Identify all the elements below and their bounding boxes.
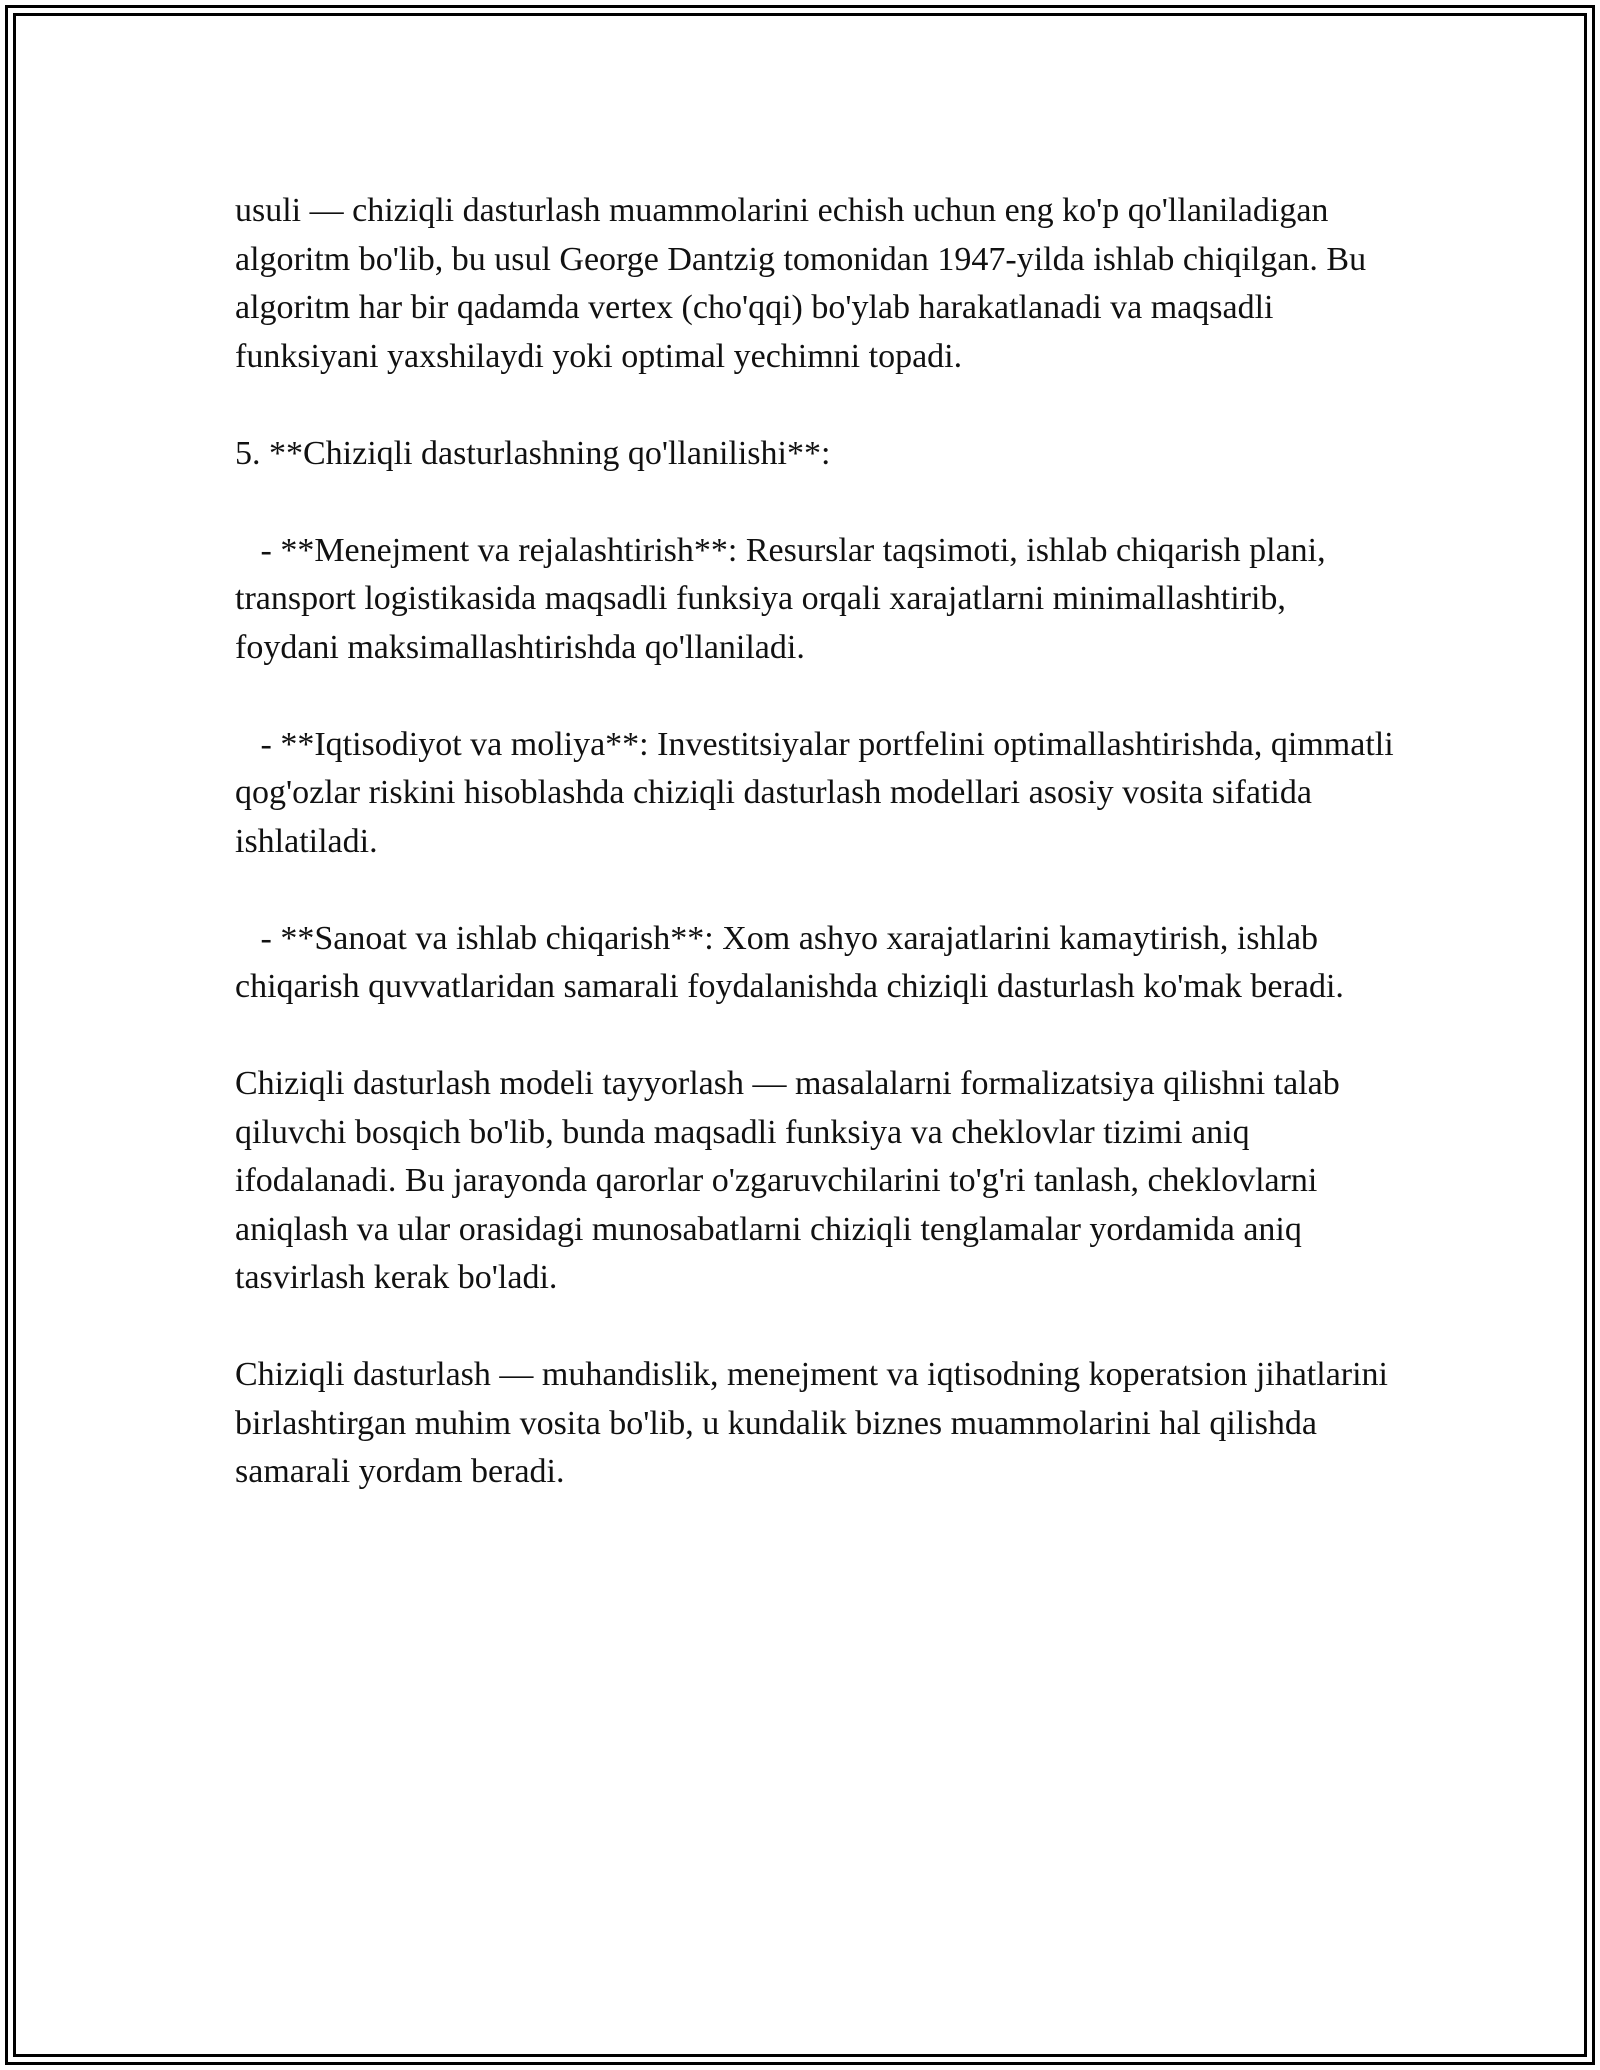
section-heading-applications: 5. **Chiziqli dasturlashning qo'llanilishi**: (235, 434, 831, 472)
list-item-industry: - **Sanoat va ishlab chiqarish**: Xom ashyo xarajatlarini kamaytirish, ishlab chiqarish quvvatlaridan samarali foydalanishda chiziqli dasturlash ko'mak beradi. (235, 919, 1344, 1005)
document-body (235, 187, 1403, 1497)
paragraph-simplex-method: usuli — chiziqli dasturlash muammolarini echish uchun eng ko'p qo'llaniladigan algoritm bo'lib, bu usul George Dantzig tomonidan 1947-yilda ishlab chiqilgan. Bu algoritm har bir qadamda vertex (cho'qqi) bo'ylab harakatlanadi va maqsadli funksiyani yaxshilaydi yoki optimal yechimni topadi. (235, 192, 1375, 375)
list-item-economics: - **Iqtisodiyot va moliya**: Investitsiyalar portfelini optimallashtirishda, qimmatli qog'ozlar riskini hisoblashda chiziqli dasturlash modellari asosiy vosita sifatida ishlatiladi. (235, 725, 1403, 860)
paragraph-conclusion: Chiziqli dasturlash — muhandislik, menejment va iqtisodning koperatsion jihatlarini birlashtirgan muhim vosita bo'lib, u kundalik biznes muammolarini hal qilishda samarali yordam beradi. (235, 1356, 1397, 1490)
paragraph-model-preparation: Chiziqli dasturlash modeli tayyorlash — masalalarni formalizatsiya qilishni talab qiluvchi bosqich bo'lib, bunda maqsadli funksiya va cheklovlar tizimi aniq ifodalanadi. Bu jarayonda qarorlar o'zgaruvchilarini to'g'ri tanlash, cheklovlarni aniqlash va ular orasidagi munosabatlarni chiziqli tenglamalar yordamida aniq tasvirlash kerak bo'ladi. (235, 1065, 1349, 1296)
list-item-management: - **Menejment va rejalashtirish**: Resurslar taqsimoti, ishlab chiqarish plani, transport logistikasida maqsadli funksiya orqali xarajatlarni minimallashtirib, foydani maksimallashtirishda qo'llaniladi. (235, 531, 1335, 666)
